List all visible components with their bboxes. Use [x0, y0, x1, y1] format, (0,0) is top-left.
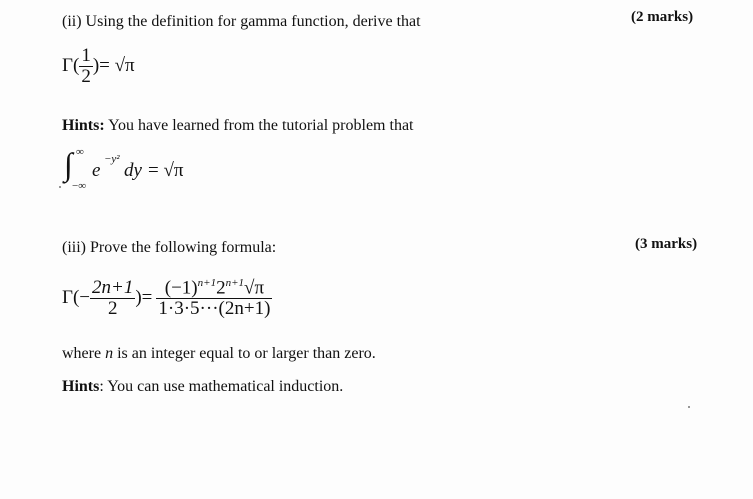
- where-text-a: where: [62, 345, 106, 362]
- part-ii-hint: [62, 117, 413, 135]
- rhs-denominator: 1·3·5···(2n+1): [158, 298, 271, 320]
- exponent-n-plus-1-b: n+1: [225, 277, 245, 289]
- where-variable: n: [105, 345, 114, 362]
- where-text-b: is an integer equal to or larger than zero.: [113, 345, 376, 362]
- scan-speck: [688, 406, 690, 408]
- hint-label-iii: Hints: [62, 378, 100, 395]
- gamma-lhs-open: Γ(−: [62, 286, 91, 308]
- gaussian-integral: [64, 148, 224, 194]
- lhs-denominator: 2: [90, 298, 135, 319]
- half-denominator: 2: [81, 65, 91, 87]
- hint-label: Hints:: [62, 117, 105, 134]
- gamma-symbol: Γ(: [62, 54, 80, 76]
- two-power: 2: [216, 277, 226, 299]
- part-iii-marks: (3 marks): [635, 236, 698, 252]
- hint-text: You have learned from the tutorial problem that: [104, 117, 414, 134]
- integral-sign: ∫: [64, 146, 73, 182]
- rhs-fraction: [156, 278, 272, 319]
- sqrt-pi: √π: [244, 277, 265, 299]
- half-fraction: [79, 46, 93, 87]
- integrand-exponent: −y²: [104, 153, 120, 165]
- integral-upper-limit: ∞: [76, 146, 84, 158]
- integral-rhs: = √π: [148, 160, 184, 181]
- part-iii-hint: [62, 378, 343, 396]
- part-ii-marks: (2 marks): [631, 9, 694, 25]
- integral-lower-limit: −∞: [72, 180, 87, 192]
- integrand-base: e: [92, 160, 101, 181]
- lhs-numerator: 2n+1: [92, 277, 134, 299]
- scan-speck: [59, 186, 61, 188]
- lhs-fraction: [90, 278, 135, 319]
- exponent-n-plus-1-a: n+1: [197, 277, 217, 289]
- gamma-negative-half-integer-formula: [62, 278, 272, 319]
- part-ii-question: (ii) Using the definition for gamma function, derive that: [62, 13, 421, 30]
- half-numerator: 1: [81, 45, 91, 66]
- part-iii-question: (iii) Prove the following formula:: [62, 239, 277, 256]
- hint-text-iii: : You can use mathematical induction.: [99, 378, 344, 395]
- gamma-half-formula: [62, 46, 135, 87]
- rhs-numerator: [156, 278, 272, 298]
- gamma-half-rhs: )= √π: [92, 54, 135, 76]
- minus-one-power: (−1): [164, 277, 198, 299]
- integrand-differential: dy: [124, 160, 142, 181]
- where-clause: [62, 345, 376, 363]
- gamma-lhs-close: )=: [135, 286, 153, 308]
